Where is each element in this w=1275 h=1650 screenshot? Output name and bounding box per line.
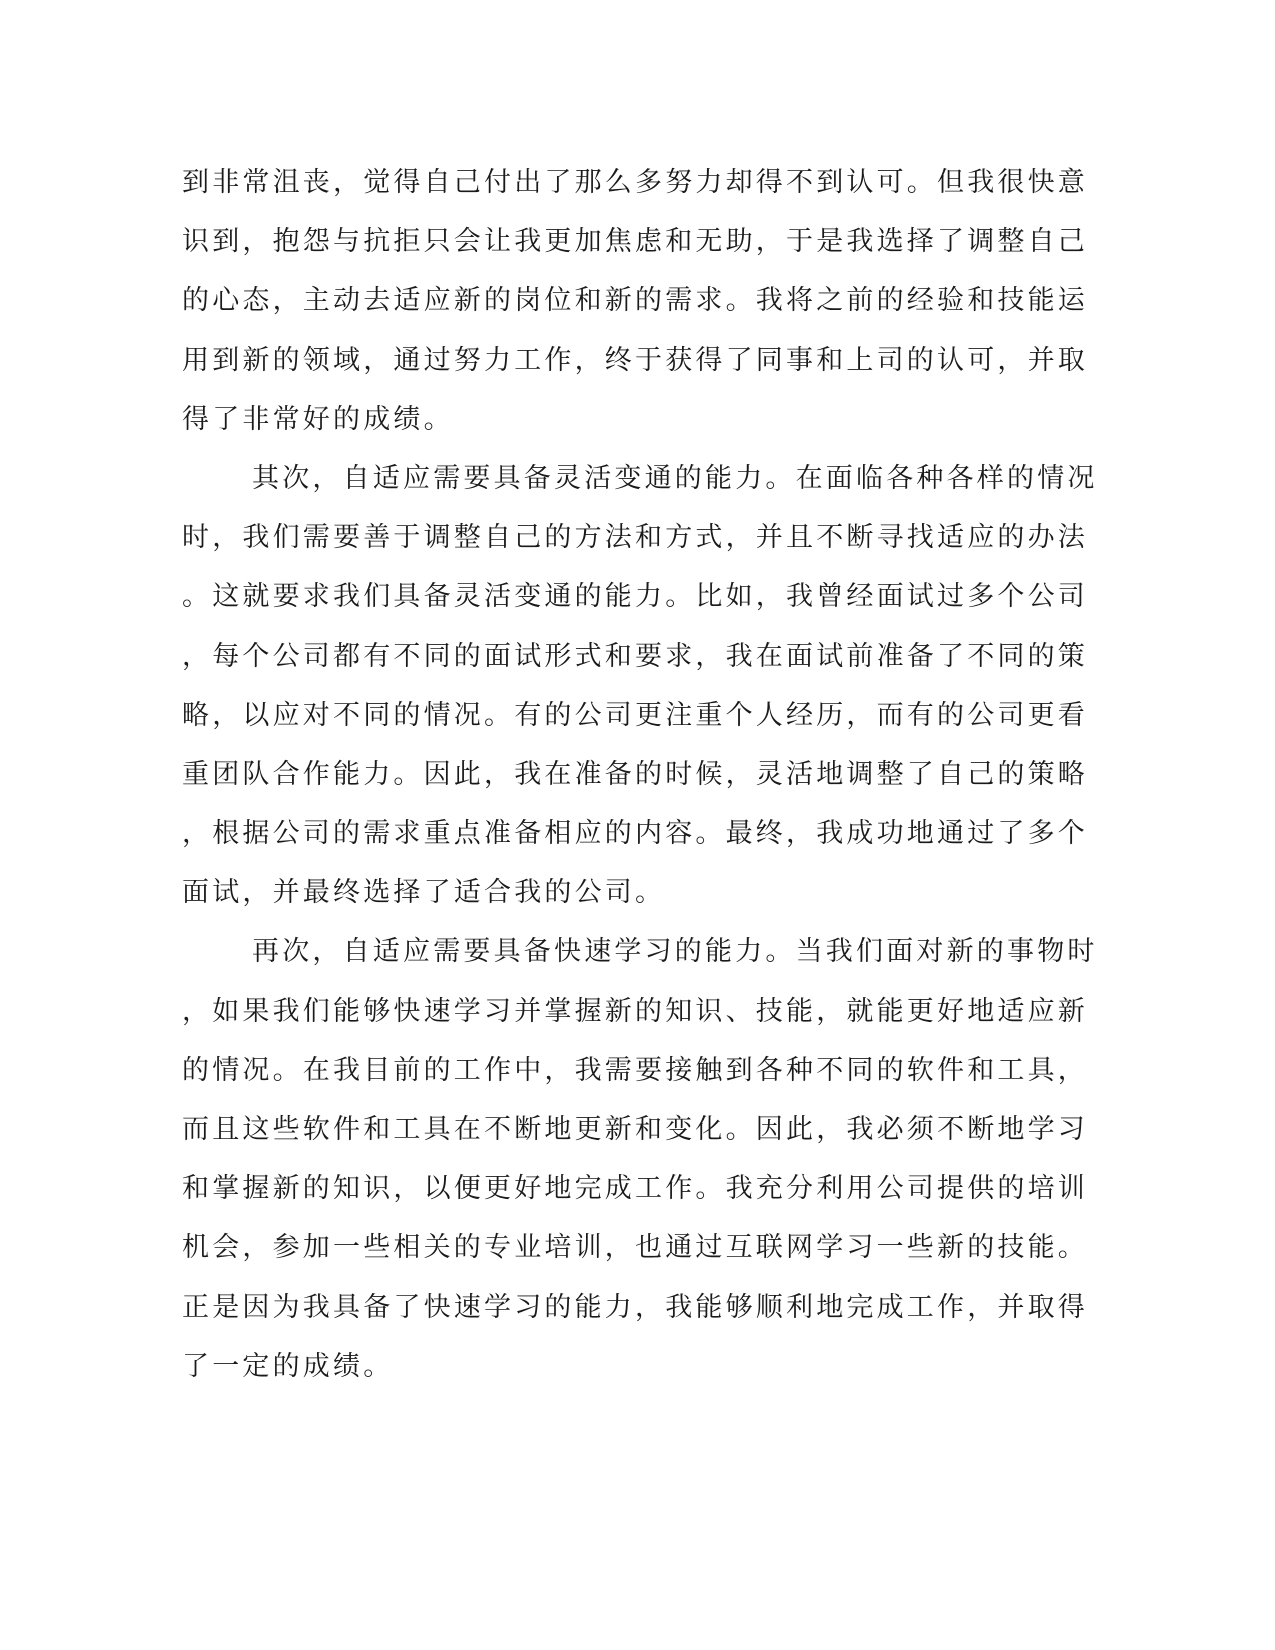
text-line: 其次，自适应需要具备灵活变通的能力。在面临各种各样的情况 bbox=[252, 462, 1098, 494]
text-line: 。这就要求我们具备灵活变通的能力。比如，我曾经面试过多个公司 bbox=[182, 581, 1088, 613]
text-line: 而且这些软件和工具在不断地更新和变化。因此，我必须不断地学习 bbox=[182, 1114, 1088, 1145]
text-line: 略，以应对不同的情况。有的公司更注重个人经历，而有的公司更看 bbox=[182, 699, 1088, 731]
text-line: 的心态，主动去适应新的岗位和新的需求。我将之前的经验和技能运 bbox=[182, 285, 1088, 317]
text-line: 再次，自适应需要具备快速学习的能力。当我们面对新的事物时 bbox=[252, 936, 1098, 968]
text-line: ，每个公司都有不同的面试形式和要求，我在面试前准备了不同的策 bbox=[182, 640, 1088, 672]
paragraph-flexibility bbox=[182, 456, 1098, 930]
text-line: ，根据公司的需求重点准备相应的内容。最终，我成功地通过了多个 bbox=[182, 818, 1088, 850]
text-line: 的情况。在我目前的工作中，我需要接触到各种不同的软件和工具， bbox=[182, 1054, 1088, 1086]
text-line: 面试，并最终选择了适合我的公司。 bbox=[182, 877, 666, 909]
text-line: 识到，抱怨与抗拒只会让我更加焦虑和无助，于是我选择了调整自己 bbox=[182, 226, 1088, 258]
text-line: 到非常沮丧，觉得自己付出了那么多努力却得不到认可。但我很快意 bbox=[182, 167, 1088, 198]
text-line: 正是因为我具备了快速学习的能力，我能够顺利地完成工作，并取得 bbox=[182, 1291, 1088, 1323]
text-line: 机会，参加一些相关的专业培训，也通过互联网学习一些新的技能。 bbox=[182, 1232, 1088, 1264]
paragraph-continued bbox=[182, 160, 1088, 456]
text-line: 用到新的领域，通过努力工作，终于获得了同事和上司的认可，并取 bbox=[182, 344, 1088, 376]
text-line: 得了非常好的成绩。 bbox=[182, 403, 454, 435]
text-line: 和掌握新的知识，以便更好地完成工作。我充分利用公司提供的培训 bbox=[182, 1173, 1088, 1205]
paragraph-learning bbox=[182, 929, 1098, 1403]
text-line: 重团队合作能力。因此，我在准备的时候，灵活地调整了自己的策略 bbox=[182, 758, 1088, 790]
text-line: 了一定的成绩。 bbox=[182, 1350, 394, 1382]
text-line: 时，我们需要善于调整自己的方法和方式，并且不断寻找适应的办法 bbox=[182, 522, 1088, 554]
document-body bbox=[182, 160, 1098, 1403]
text-line: ，如果我们能够快速学习并掌握新的知识、技能，就能更好地适应新 bbox=[182, 995, 1088, 1027]
